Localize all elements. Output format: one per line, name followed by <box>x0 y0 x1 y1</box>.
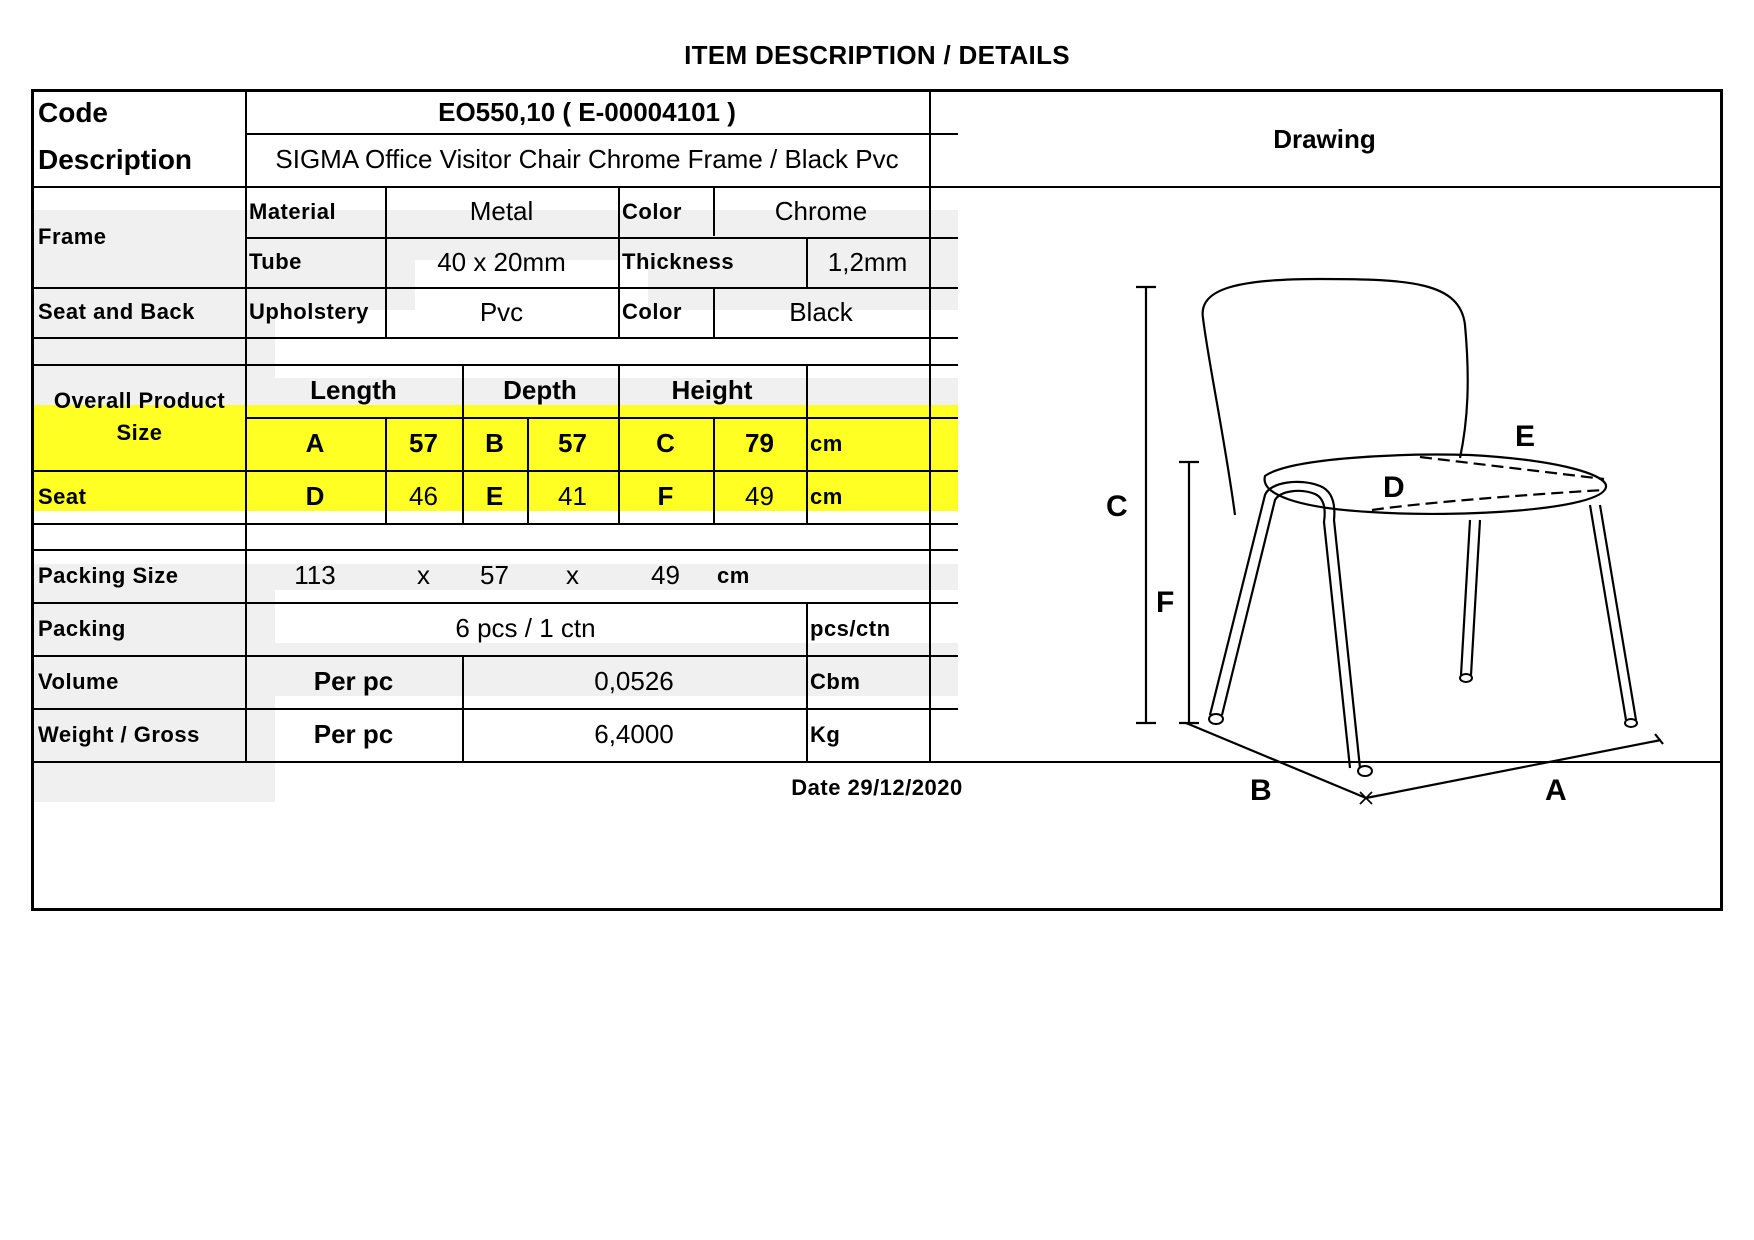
chair-foot <box>1625 719 1637 727</box>
drawing-letter-d: D <box>1383 471 1405 504</box>
weight-value: 6,4000 <box>594 719 674 749</box>
drawing-letter-f: F <box>1156 586 1175 619</box>
chair-rear-leg <box>1461 520 1480 675</box>
packing-size-length: 113 <box>294 560 336 590</box>
material-value: Metal <box>469 196 534 226</box>
seat-e-value: 41 <box>558 481 587 511</box>
height-c-dimension-line <box>1136 287 1156 723</box>
seat-color-value: Black <box>789 296 853 327</box>
drawing-label: Drawing <box>1273 123 1376 154</box>
weight-per: Per pc <box>313 719 394 749</box>
seat-back-label: Seat and Back <box>38 299 195 324</box>
seat-f-value: 49 <box>745 481 774 511</box>
seat-e-dimension-line <box>1420 457 1604 479</box>
overall-c-value: 79 <box>745 428 774 458</box>
seat-height-f-dimension-line <box>1179 462 1199 723</box>
seat-unit: cm <box>810 483 843 509</box>
tube-value: 40 x 20mm <box>437 246 566 277</box>
chair-foot <box>1460 674 1472 682</box>
seat-d-value: 46 <box>409 481 438 511</box>
thickness-label: Thickness <box>622 249 735 274</box>
thickness-value: 1,2mm <box>827 246 908 277</box>
frame-color-value: Chrome <box>774 196 868 226</box>
chair-backrest <box>1203 279 1468 515</box>
drawing-letter-a: A <box>1545 774 1567 807</box>
seat-d-label: D <box>305 481 325 511</box>
upholstery-label: Upholstery <box>249 299 369 324</box>
drawing-letter-b: B <box>1250 774 1272 807</box>
packing-unit: pcs/ctn <box>810 615 891 641</box>
seat-d-dimension-line <box>1372 490 1604 510</box>
overall-size-label: Overall Product Size <box>53 388 226 445</box>
packing-size-unit: cm <box>717 562 750 588</box>
tube-label: Tube <box>249 249 302 274</box>
chair-front-frame-inner <box>1222 491 1350 768</box>
length-header: Length <box>310 375 397 405</box>
drawing-letter-c: C <box>1106 490 1128 523</box>
page-title: ITEM DESCRIPTION / DETAILS <box>684 40 1070 70</box>
frame-color-label: Color <box>622 198 682 224</box>
upholstery-value: Pvc <box>479 296 524 327</box>
packing-size-sep-2: x <box>566 560 579 590</box>
volume-label: Volume <box>38 668 119 694</box>
depth-header: Depth <box>503 375 577 405</box>
material-label: Material <box>249 198 337 224</box>
seat-color-label: Color <box>622 299 682 324</box>
description-value: SIGMA Office Visitor Chair Chrome Frame / Black Pvc <box>275 144 899 174</box>
chair-foot <box>1209 714 1223 724</box>
height-header: Height <box>671 375 753 405</box>
overall-unit: cm <box>810 430 843 456</box>
packing-size-sep-1: x <box>417 560 430 590</box>
length-a-dimension-line <box>1366 734 1663 798</box>
drawing-letter-e: E <box>1515 420 1536 453</box>
seat-f-label: F <box>657 481 674 511</box>
weight-unit: Kg <box>810 721 841 747</box>
chair-rear-leg <box>1590 505 1636 720</box>
overall-b-label: B <box>485 428 504 458</box>
overall-b-value: 57 <box>558 428 587 458</box>
weight-label: Weight / Gross <box>38 721 200 747</box>
volume-unit: Cbm <box>810 668 861 694</box>
overall-a-value: 57 <box>409 428 438 458</box>
packing-size-label: Packing Size <box>38 562 179 588</box>
code-value: EO550,10 ( E-00004101 ) <box>438 97 736 127</box>
overall-a-label: A <box>305 428 325 458</box>
seat-label: Seat <box>38 483 87 509</box>
packing-size-height: 49 <box>651 560 680 590</box>
frame-label: Frame <box>38 223 107 249</box>
packing-label: Packing <box>38 615 126 641</box>
date-label: Date 29/12/2020 <box>791 774 963 800</box>
description-label: Description <box>38 143 193 175</box>
chair-front-frame <box>1210 482 1360 768</box>
volume-per: Per pc <box>313 666 394 696</box>
volume-value: 0,0526 <box>594 666 674 696</box>
chair-foot <box>1358 766 1372 776</box>
code-label: Code <box>38 96 108 128</box>
overall-c-label: C <box>656 428 675 458</box>
seat-e-label: E <box>485 481 504 511</box>
depth-b-dimension-line <box>1186 723 1366 798</box>
packing-size-width: 57 <box>480 560 509 590</box>
packing-value: 6 pcs / 1 ctn <box>455 613 596 643</box>
